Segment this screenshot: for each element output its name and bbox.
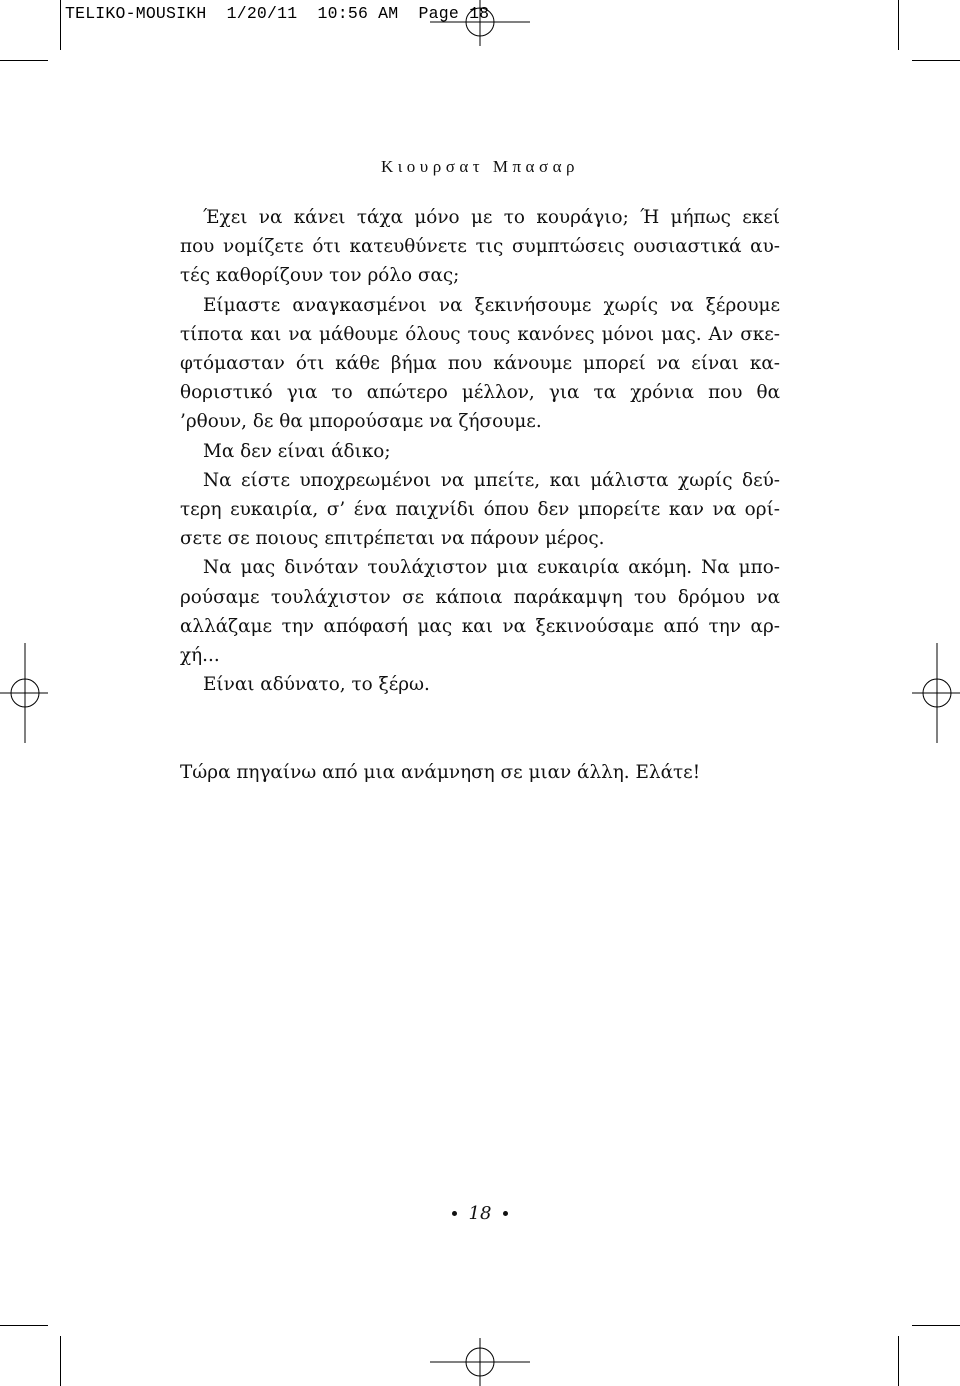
- print-slug-line: TELIKO-MOUSIKH 1/20/11 10:56 AM Page 18: [65, 4, 490, 23]
- crop-mark-top-right-vertical: [898, 0, 899, 50]
- text-line: ’ρθουν, δε θα μπορούσαμε να ζήσουμε.: [180, 411, 542, 433]
- body-text: [180, 203, 780, 787]
- registration-mark-top-icon: [430, 0, 530, 46]
- text-line: χή...: [180, 645, 220, 667]
- blank-line: [180, 699, 780, 728]
- text-line: αλλάζαμε την απόφασή μας και να ξεκινούσαμε από την αρ-: [180, 615, 780, 637]
- text-line: Μα δεν είναι άδικο;: [203, 440, 391, 462]
- text-line: τίποτα και να μάθουμε όλους τους κανόνες μόνοι μας. Αν σκε-: [180, 323, 780, 345]
- text-line: τές καθορίζουν τον ρόλο σας;: [180, 265, 460, 287]
- text-line: θοριστικό για το απώτερο μέλλον, για τα χρόνια που θα: [180, 382, 780, 404]
- closing-line: Τώρα πηγαίνω από μια ανάμνηση σε μιαν άλλη. Ελάτε!: [180, 761, 701, 783]
- bullet-icon: [452, 1211, 457, 1216]
- text-line: τερη ευκαιρία, σ’ ένα παιχνίδι όπου δεν μπορείτε καν να ορί-: [180, 499, 780, 521]
- text-line: φτόμασταν ότι κάθε βήμα που κάνουμε μπορεί να είναι κα-: [180, 353, 780, 375]
- text-line: Είμαστε αναγκασμένοι να ξεκινήσουμε χωρίς να ξέρουμε: [203, 294, 780, 316]
- text-line: ρούσαμε τουλάχιστον σε κάποια παράκαμψη του δρόμου να: [180, 586, 780, 608]
- page-number-value: 18: [468, 1203, 492, 1224]
- crop-mark-bottom-right-horizontal: [912, 1325, 960, 1326]
- crop-mark-top-left-horizontal: [0, 60, 48, 61]
- text-line: Να είστε υποχρεωμένοι να μπείτε, και μάλιστα χωρίς δεύ-: [203, 469, 780, 491]
- crop-mark-bottom-left-vertical: [60, 1336, 61, 1386]
- running-head: Κιουρσατ Μπασαρ: [380, 157, 580, 176]
- text-line: Έχει να κάνει τάχα μόνο με το κουράγιο; Ή μήπως εκεί: [203, 207, 780, 228]
- text-line: που νομίζετε ότι κατευθύνετε τις συμπτώσεις ουσιαστικά αυ-: [180, 236, 780, 258]
- page-number: [0, 1203, 960, 1224]
- registration-mark-bottom-icon: [430, 1338, 530, 1386]
- text-line: σετε σε ποιους επιτρέπεται να πάρουν μέρος.: [180, 528, 605, 550]
- crop-mark-top-right-horizontal: [912, 60, 960, 61]
- crop-mark-top-left-vertical: [60, 0, 61, 50]
- registration-mark-right-icon: [912, 643, 960, 743]
- crop-mark-bottom-right-vertical: [898, 1336, 899, 1386]
- registration-mark-left-icon: [0, 643, 48, 743]
- bullet-icon: [503, 1211, 508, 1216]
- text-line: Να μας δινόταν τουλάχιστον μια ευκαιρία ακόμη. Να μπο-: [203, 557, 780, 579]
- crop-mark-bottom-left-horizontal: [0, 1325, 48, 1326]
- blank-line: [180, 729, 780, 758]
- text-line: Είναι αδύνατο, το ξέρω.: [203, 674, 430, 696]
